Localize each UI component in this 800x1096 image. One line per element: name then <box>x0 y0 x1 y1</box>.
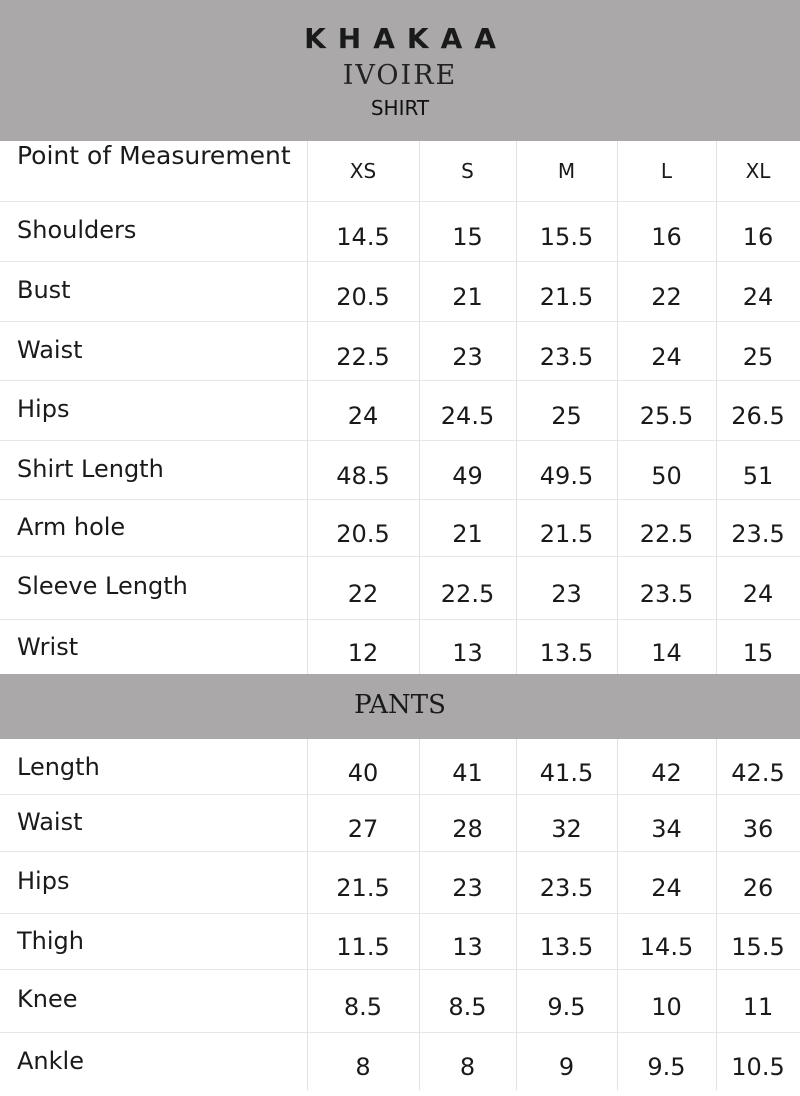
shirt-value-xl: 23.5 <box>731 519 785 548</box>
pants-title: PANTS <box>354 690 446 720</box>
point-of-measurement-header: Point of Measurement <box>17 141 291 170</box>
column-divider <box>307 141 308 201</box>
pants-value-xs: 21.5 <box>336 874 390 902</box>
brand-logo-text: KHAKAA <box>304 22 508 55</box>
column-divider <box>617 141 618 201</box>
shirt-value-m: 23.5 <box>539 342 594 371</box>
pants-value-l: 42 <box>651 758 682 787</box>
shirt-value-xs: 22 <box>347 579 379 608</box>
pants-row-label: Waist <box>17 808 83 836</box>
shirt-row-label: Waist <box>17 336 83 364</box>
size-chart-header <box>0 0 800 141</box>
column-divider <box>716 739 717 1090</box>
pants-value-s: 23 <box>452 874 483 902</box>
shirt-value-xs: 22.5 <box>336 342 390 371</box>
shirt-value-s: 22.5 <box>440 579 495 608</box>
column-divider <box>516 201 517 674</box>
column-divider <box>419 739 420 1090</box>
pants-value-xl: 36 <box>742 814 774 843</box>
shirt-row-label: Wrist <box>17 633 79 661</box>
column-divider <box>307 739 308 1090</box>
pants-value-xl: 42.5 <box>731 758 785 787</box>
column-divider <box>516 739 517 1090</box>
shirt-value-xl: 25 <box>742 342 774 371</box>
shirt-value-l: 14 <box>651 638 682 667</box>
pants-value-m: 9.5 <box>547 992 586 1021</box>
shirt-value-l: 50 <box>651 461 682 490</box>
pants-value-xs: 11.5 <box>336 933 390 961</box>
size-header-xl: XL <box>745 159 771 183</box>
column-divider <box>716 201 717 674</box>
shirt-value-m: 21.5 <box>539 283 594 311</box>
shirt-value-s: 15 <box>452 223 483 251</box>
shirt-value-xs: 20.5 <box>336 283 390 311</box>
collection-title: IVOIRE <box>342 60 458 91</box>
pants-value-l: 9.5 <box>647 1053 686 1081</box>
shirt-value-xs: 20.5 <box>336 519 390 548</box>
shirt-row-label: Bust <box>17 276 71 304</box>
pants-value-s: 8 <box>459 1053 476 1081</box>
pants-value-s: 28 <box>452 814 483 843</box>
shirt-value-xl: 26.5 <box>731 402 785 430</box>
shirt-value-s: 24.5 <box>440 402 495 430</box>
pants-value-l: 14.5 <box>639 933 694 961</box>
shirt-value-xl: 15 <box>742 638 774 667</box>
pants-value-m: 9 <box>558 1053 575 1081</box>
size-header-l: L <box>660 159 673 183</box>
shirt-value-s: 21 <box>452 283 483 311</box>
shirt-value-l: 24 <box>651 342 682 371</box>
shirt-value-m: 49.5 <box>539 461 594 490</box>
pants-value-s: 41 <box>452 758 483 787</box>
shirt-value-s: 21 <box>452 519 483 548</box>
shirt-value-xl: 24 <box>742 579 774 608</box>
shirt-row-label: Sleeve Length <box>17 572 188 600</box>
shirt-value-m: 13.5 <box>539 638 594 667</box>
shirt-value-xs: 14.5 <box>336 223 390 251</box>
size-header-m: M <box>557 159 576 183</box>
shirt-value-l: 22 <box>651 283 682 311</box>
pants-value-m: 13.5 <box>539 933 594 961</box>
shirt-value-xl: 24 <box>742 283 774 311</box>
shirt-value-l: 22.5 <box>639 519 694 548</box>
shirt-value-xl: 51 <box>742 461 774 490</box>
shirt-value-s: 23 <box>452 342 483 371</box>
shirt-value-l: 16 <box>651 223 682 251</box>
pants-row-label: Hips <box>17 867 70 895</box>
size-header-s: S <box>461 159 474 183</box>
pants-value-s: 13 <box>452 933 483 961</box>
pants-value-m: 41.5 <box>539 758 594 787</box>
pants-value-s: 8.5 <box>448 992 487 1021</box>
shirt-value-xs: 24 <box>347 402 379 430</box>
shirt-value-l: 23.5 <box>639 579 694 608</box>
shirt-value-s: 13 <box>452 638 483 667</box>
pants-value-l: 10 <box>651 992 682 1021</box>
shirt-row-label: Shoulders <box>17 216 137 244</box>
shirt-value-m: 25 <box>551 402 582 430</box>
pants-row-label: Length <box>17 753 100 781</box>
column-divider <box>516 141 517 201</box>
shirt-value-l: 25.5 <box>639 402 694 430</box>
pants-value-xs: 8 <box>355 1053 371 1081</box>
shirt-value-m: 21.5 <box>539 519 594 548</box>
pants-value-xl: 11 <box>742 992 774 1021</box>
pants-value-xl: 26 <box>742 874 774 902</box>
pants-value-xl: 15.5 <box>731 933 785 961</box>
shirt-value-xs: 12 <box>347 638 379 667</box>
shirt-row-label: Shirt Length <box>17 455 164 483</box>
pants-row-label: Knee <box>17 985 78 1013</box>
pants-row-label: Thigh <box>17 927 84 955</box>
pants-row-label: Ankle <box>17 1047 84 1075</box>
column-divider <box>617 201 618 674</box>
shirt-row-label: Arm hole <box>17 513 126 541</box>
shirt-value-xs: 48.5 <box>336 461 390 490</box>
shirt-value-s: 49 <box>452 461 483 490</box>
column-divider <box>617 739 618 1090</box>
shirt-row-label: Hips <box>17 395 70 423</box>
pants-value-m: 23.5 <box>539 874 594 902</box>
shirt-value-xl: 16 <box>742 223 774 251</box>
column-divider <box>419 201 420 674</box>
pants-value-xs: 8.5 <box>343 992 383 1021</box>
column-divider <box>716 141 717 201</box>
pants-value-xs: 27 <box>347 814 379 843</box>
pants-value-l: 34 <box>651 814 682 843</box>
column-divider <box>419 141 420 201</box>
pants-value-xl: 10.5 <box>731 1053 785 1081</box>
shirt-value-m: 23 <box>551 579 582 608</box>
garment-subtitle: SHIRT <box>370 96 430 120</box>
pants-value-l: 24 <box>651 874 682 902</box>
column-divider <box>307 201 308 674</box>
pants-value-m: 32 <box>551 814 582 843</box>
pants-value-xs: 40 <box>347 758 379 787</box>
shirt-value-m: 15.5 <box>539 223 594 251</box>
pants-section-header <box>0 674 800 739</box>
size-header-xs: XS <box>349 159 377 183</box>
